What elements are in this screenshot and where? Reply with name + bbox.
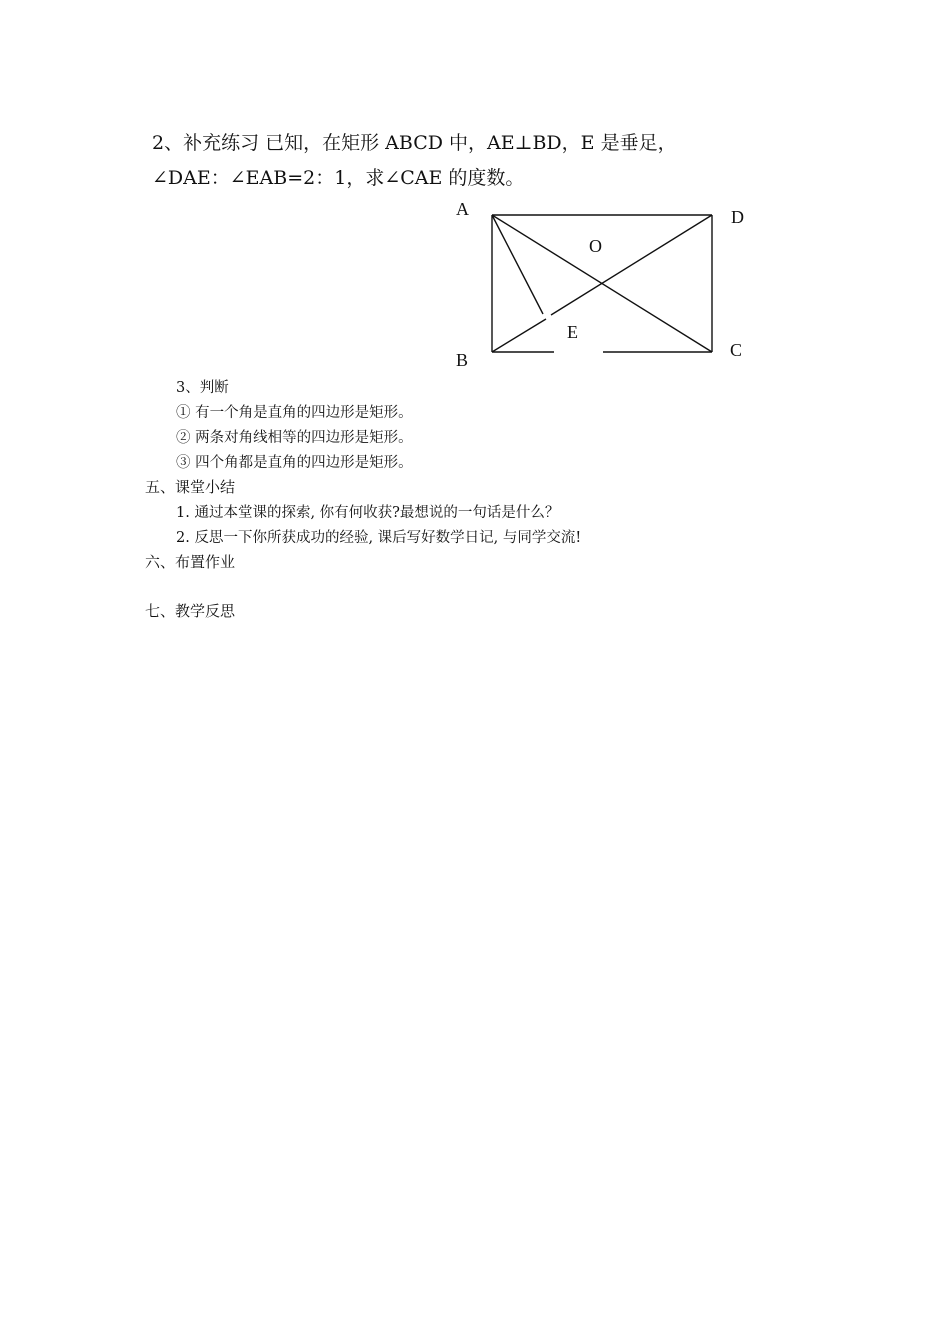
summary-item: 2. 反思一下你所获成功的经验, 课后写好数学日记, 与同学交流! — [176, 530, 582, 546]
summary-title: 五、课堂小结 — [145, 478, 236, 496]
summary-item: 1. 通过本堂课的探索, 你有何收获?最想说的一句话是什么？ — [176, 505, 560, 521]
label-d: D — [731, 207, 744, 227]
label-a: A — [456, 199, 469, 219]
problem-line-1: 2、补充练习 已知，在矩形 ABCD 中，AE⊥BD，E 是垂足， — [152, 132, 677, 154]
label-e: E — [567, 322, 578, 342]
label-o: O — [589, 236, 602, 256]
problem-line-2: ∠DAE：∠EAB=2：1，求∠CAE 的度数。 — [152, 167, 525, 189]
rectangle-figure — [440, 195, 760, 375]
judge-item: ③ 四个角都是直角的四边形是矩形。 — [176, 455, 413, 471]
reflection-title: 七、教学反思 — [145, 602, 236, 620]
label-c: C — [730, 340, 743, 360]
segment-ae — [492, 215, 543, 314]
diagonal-bd-lower — [492, 319, 546, 352]
label-b: B — [456, 350, 469, 370]
judge-item: ② 两条对角线相等的四边形是矩形。 — [176, 430, 413, 446]
homework-title: 六、布置作业 — [145, 553, 236, 571]
diagonal-bd-upper — [551, 215, 712, 315]
judge-item: ① 有一个角是直角的四边形是矩形。 — [176, 405, 413, 421]
judge-title: 3、判断 — [176, 380, 229, 396]
